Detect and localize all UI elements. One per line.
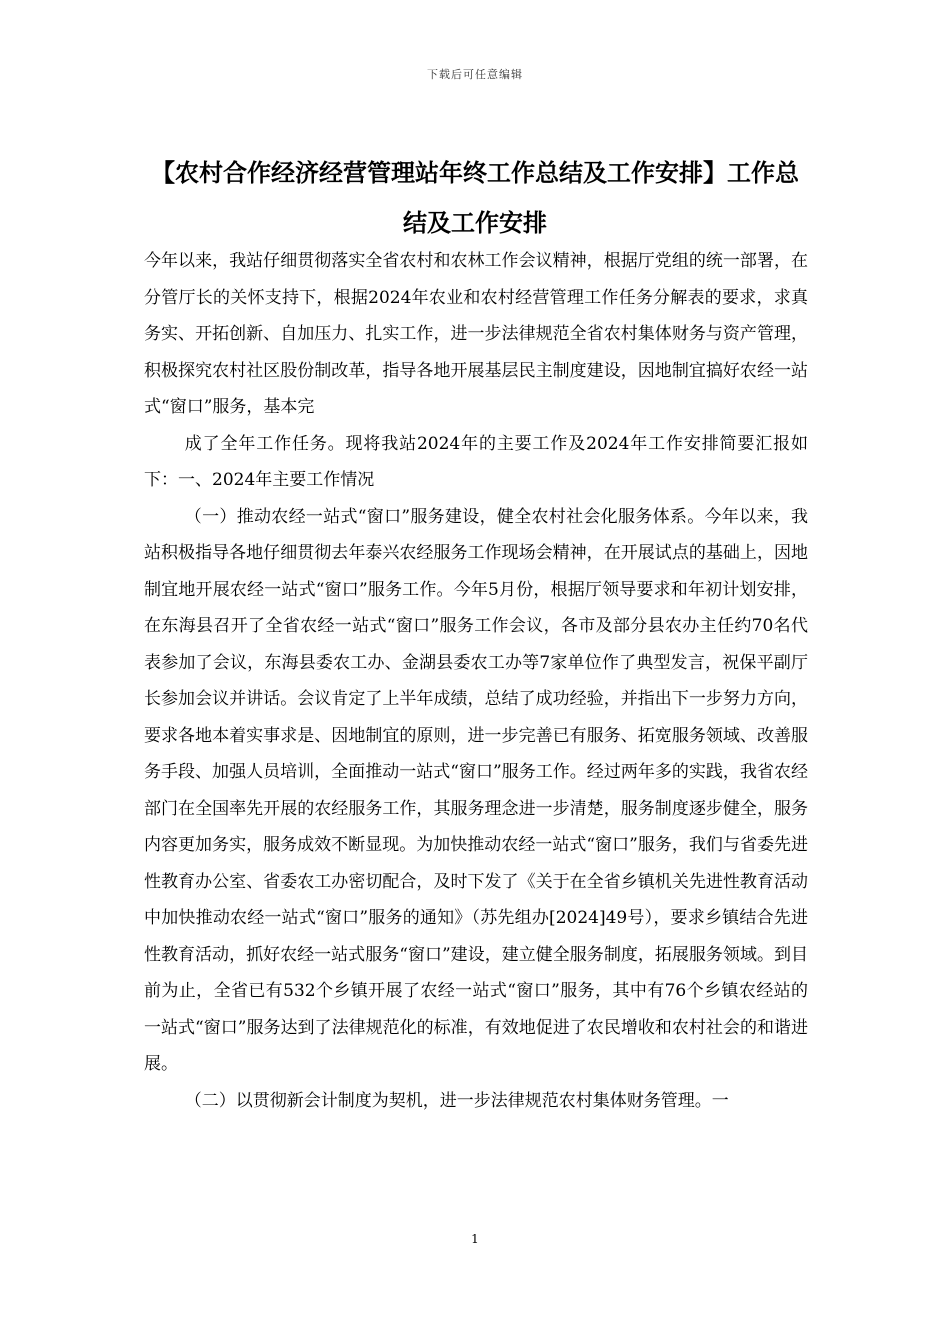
paragraph-section-one: （一）推动农经一站式“窗口”服务建设，健全农村社会化服务体系。今年以来，我站积极指导各地仔细贯彻去年泰兴农经服务工作现场会精神，在开展试点的基础上，因地制宜地开展农经一站式“窗口”服务工作。今年5月份，根据厅领导要求和年初计划安排，在东海县召开了全省农经一站式“窗口”服务工作会议，各市及部分县农办主任约70名代表参加了会议，东海县委农工办、金湖县委农工办等7家单位作了典型发言，祝保平副厅长参加会议并讲话。会议肯定了上半年成绩，总结了成功经验，并指出下一步努力方向，要求各地本着实事求是、因地制宜的原则，进一步完善已有服务、拓宽服务领域、改善服务手段、加强人员培训，全面推动一站式“窗口”服务工作。经过两年多的实践，我省农经部门在全国率先开展的农经服务工作，其服务理念进一步清楚，服务制度逐步健全，服务内容更加务实，服务成效不断显现。为加快推动农经一站式“窗口”服务，我们与省委先进性教育办公室、省委农工办密切配合，及时下发了《关于在全省乡镇机关先进性教育活动中加快推动农经一站式“窗口”服务的通知》（苏先组办[2024]49号），要求乡镇结合先进性教育活动，抓好农经一站式服务“窗口”建设，建立健全服务制度，拓展服务领域。到目前为止，全省已有532个乡镇开展了农经一站式“窗口”服务，其中有76个乡镇农经站的一站式“窗口”服务达到了法律规范化的标准，有效地促进了农民增收和农村社会的和谐进展。 xyxy=(144,506,808,1074)
page-header-note: 下载后可任意编辑 xyxy=(427,68,523,81)
document-body xyxy=(144,243,808,1119)
paragraph-intro: 今年以来，我站仔细贯彻落实全省农村和农林工作会议精神，根据厅党组的统一部署，在分管厅长的关怀支持下，根据2024年农业和农村经营管理工作任务分解表的要求，求真务实、开拓创新、自加压力、扎实工作，进一步法律规范全省农村集体财务与资产管理，积极探究农村社区股份制改革，指导各地开展基层民主制度建设，因地制宜搞好农经一站式“窗口”服务，基本完 xyxy=(144,251,808,417)
document-title: 【农村合作经济经营管理站年终工作总结及工作安排】工作总结及工作安排 xyxy=(151,159,799,237)
paragraph-summary: 成了全年工作任务。现将我站2024年的主要工作及2024年工作安排简要汇报如下：一、2024年主要工作情况 xyxy=(144,433,808,490)
paragraph-section-two: （二）以贯彻新会计制度为契机，进一步法律规范农村集体财务管理。一 xyxy=(184,1090,729,1111)
page-number: 1 xyxy=(471,1232,479,1246)
